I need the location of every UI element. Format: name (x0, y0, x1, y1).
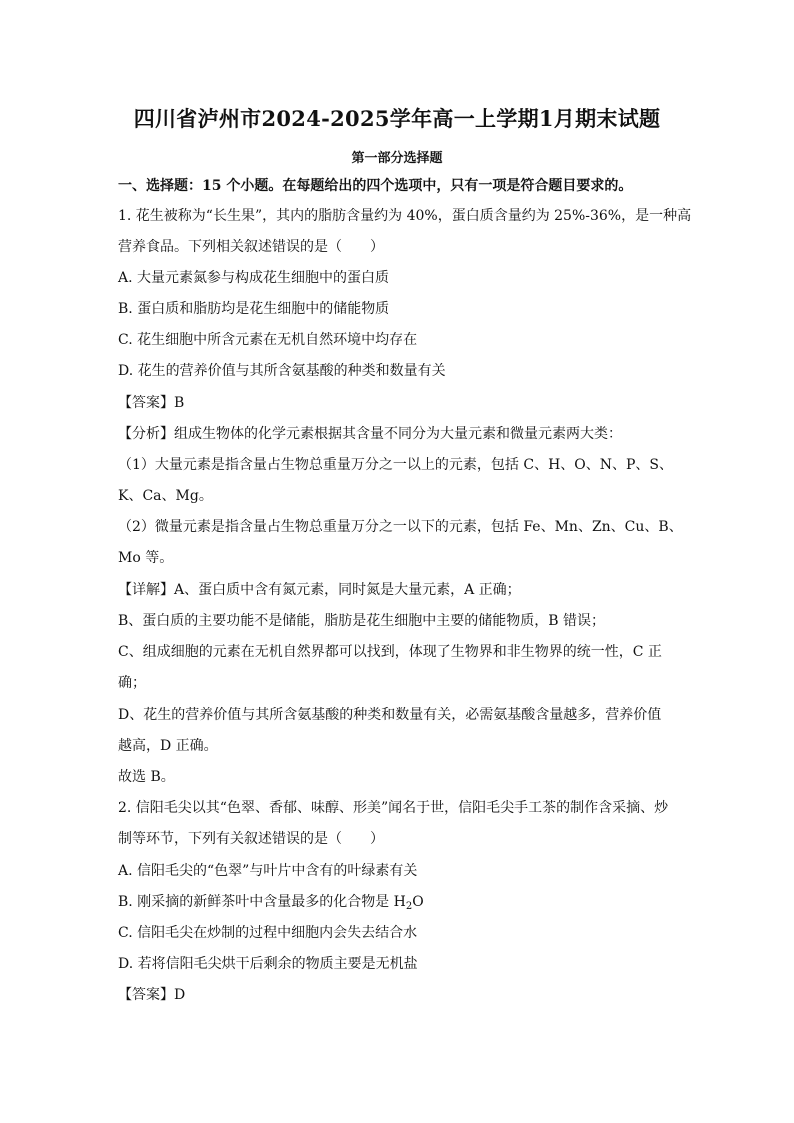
q1-option-b: B. 蛋白质和脂肪均是花生细胞中的储能物质 (118, 301, 390, 317)
document-title: 四川省泸州市2024-2025学年高一上学期1月期末试题 (133, 106, 661, 131)
q1-analysis-line2: （1）大量元素是指含量占生物总重量万分之一以上的元素，包括 C、H、O、N、P、S、 (118, 457, 674, 473)
part-subtitle: 第一部分选择题 (351, 151, 443, 166)
q1-option-c: C. 花生细胞中所含元素在无机自然环境中均存在 (118, 332, 418, 348)
q2-answer: 【答案】D (118, 987, 186, 1003)
q2-option-c: C. 信阳毛尖在炒制的过程中细胞内会失去结合水 (118, 925, 418, 941)
q1-option-d: D. 花生的营养价值与其所含氨基酸的种类和数量有关 (118, 363, 446, 379)
q1-analysis-line1: 【分析】组成生物体的化学元素根据其含量不同分为大量元素和微量元素两大类： (118, 426, 622, 442)
q2-option-b-prefix: B. 刚采摘的新鲜茶叶中含量最多的化合物是 H (118, 894, 406, 910)
q2-option-b-suffix: O (412, 894, 424, 910)
q2-option-a: A. 信阳毛尖的“色翠”与叶片中含有的叶绿素有关 (118, 863, 418, 879)
q2-option-d: D. 若将信阳毛尖烘干后剩余的物质主要是无机盐 (118, 956, 418, 972)
q2-option-b (118, 892, 698, 917)
q1-detail-line3: C、组成细胞的元素在无机自然界都可以找到，体现了生物界和非生物界的统一性，C 正 (118, 644, 662, 660)
section-heading: 一、选择题：15 个小题。在每题给出的四个选项中，只有一项是符合题目要求的。 (118, 178, 633, 194)
q2-stem-line2: 制等环节，下列有关叙述错误的是（ ） (118, 831, 384, 847)
q1-detail-line4: 确； (118, 675, 146, 691)
q1-detail-line2: B、蛋白质的主要功能不是储能，脂肪是花生细胞中主要的储能物质，B 错误； (118, 613, 606, 629)
q1-analysis-line3: K、Ca、Mg。 (118, 488, 213, 504)
q2-option-b-subscript: 2 (405, 901, 413, 912)
q1-detail-line6: 越高，D 正确。 (118, 738, 218, 754)
q1-detail-line1: 【详解】A、蛋白质中含有氮元素，同时氮是大量元素，A 正确； (118, 582, 521, 598)
q2-stem-line1: 2. 信阳毛尖以其“色翠、香郁、味醇、形美”闻名于世，信阳毛尖手工茶的制作含采摘、炒 (118, 800, 669, 816)
q1-answer: 【答案】B (118, 395, 185, 411)
q1-detail-line5: D、花生的营养价值与其所含氨基酸的种类和数量有关，必需氨基酸含量越多，营养价值 (118, 707, 662, 723)
q1-conclusion: 故选 B。 (118, 769, 175, 785)
q1-stem-line1: 1. 花生被称为“长生果”，其内的脂肪含量约为 40%，蛋白质含量约为 25%-36%，是一种高 (118, 208, 692, 224)
q1-option-a: A. 大量元素氮参与构成花生细胞中的蛋白质 (118, 270, 390, 286)
q1-analysis-line4: （2）微量元素是指含量占生物总重量万分之一以下的元素，包括 Fe、Mn、Zn、Cu、B、 (118, 519, 683, 535)
q1-stem-line2: 营养食品。下列相关叙述错误的是（ ） (118, 239, 384, 255)
q1-analysis-line5: Mo 等。 (118, 550, 174, 566)
